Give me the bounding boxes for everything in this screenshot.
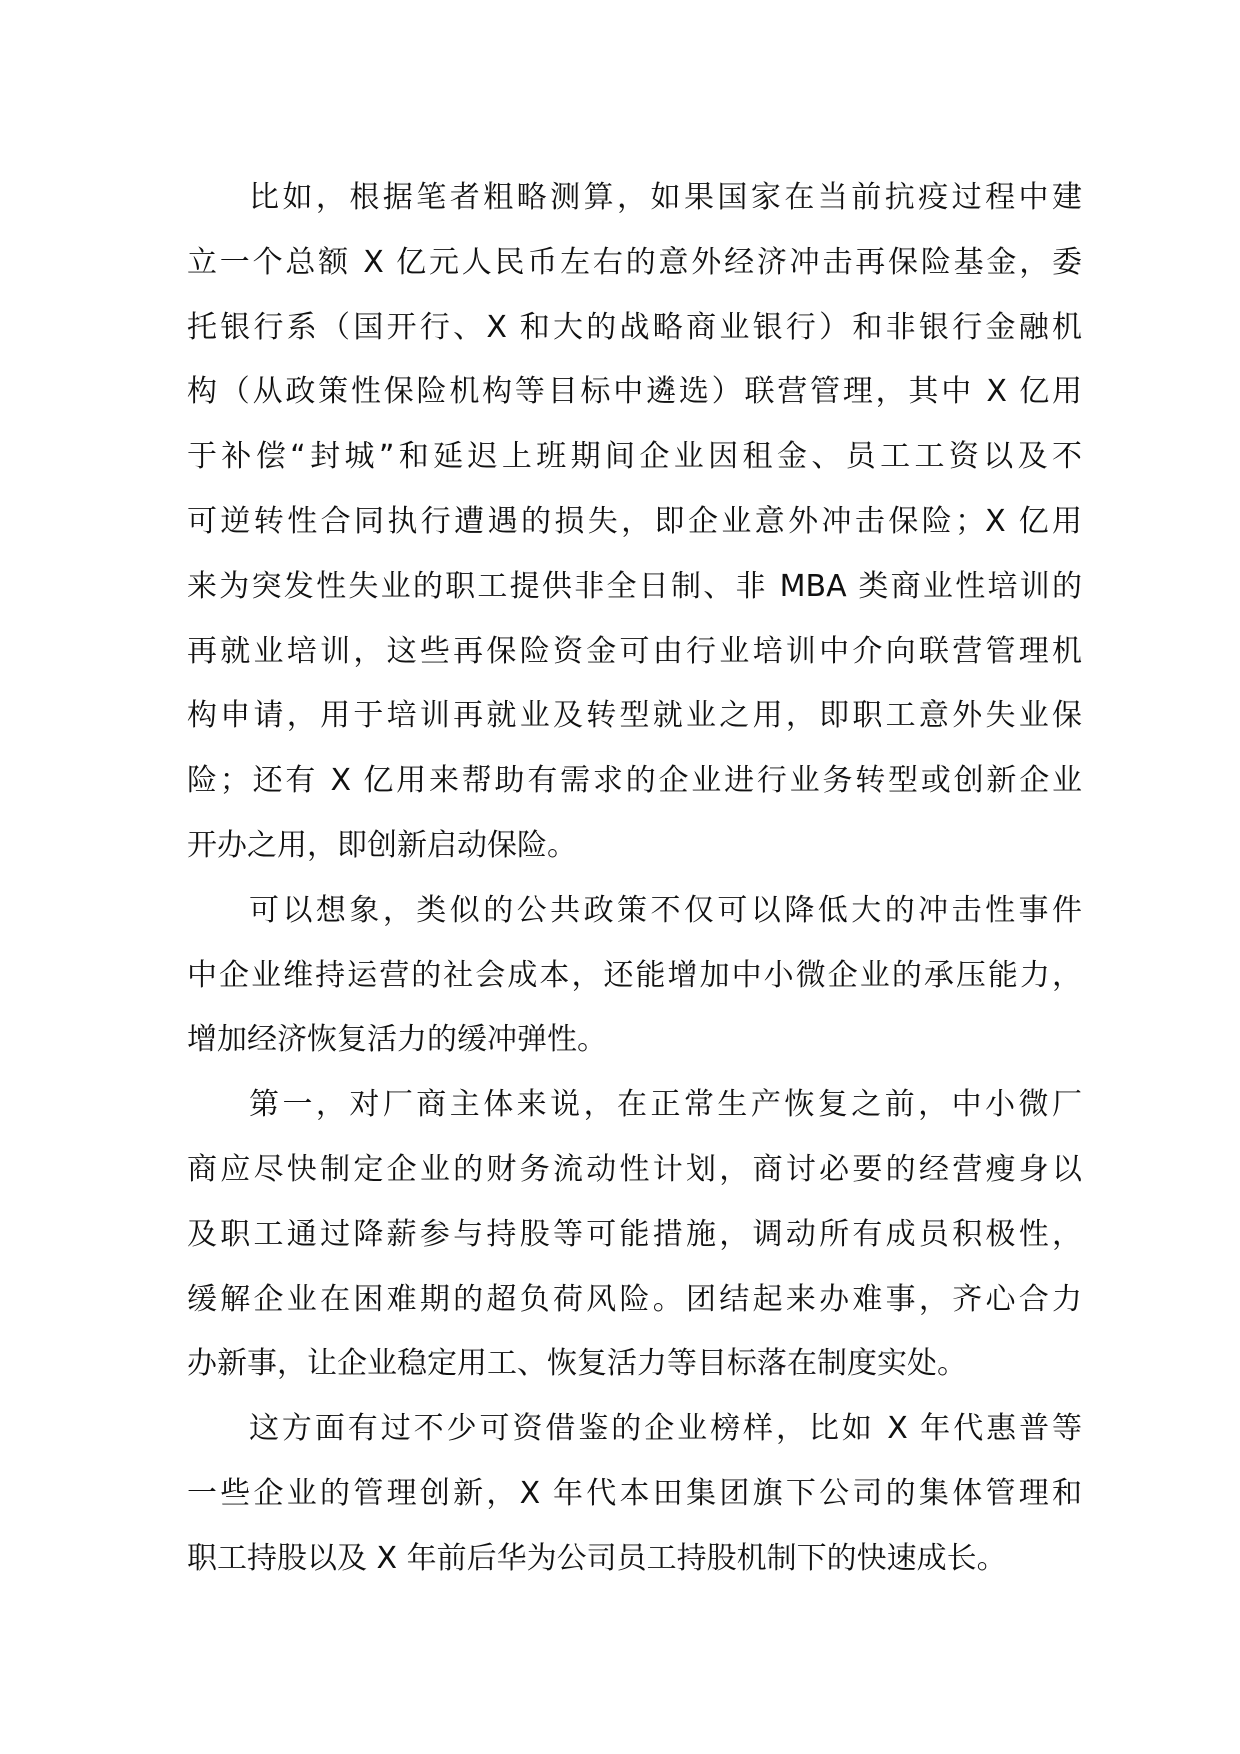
text-line: 再就业培训，这些再保险资金可由行业培训中介向联营管理机 [187, 633, 1082, 669]
paragraph-examples [187, 1397, 1082, 1591]
paragraph-first-point [187, 1073, 1082, 1397]
text-line: 第一，对厂商主体来说，在正常生产恢复之前，中小微厂 [249, 1087, 1082, 1123]
text-line: 开办之用，即创新启动保险。 [187, 827, 577, 863]
text-line: 比如，根据笔者粗略测算，如果国家在当前抗疫过程中建 [249, 180, 1082, 215]
text-line: 缓解企业在困难期的超负荷风险。团结起来办难事，齐心合力 [187, 1281, 1082, 1317]
text-line: 一些企业的管理创新，X 年代本田集团旗下公司的集体管理和 [187, 1475, 1082, 1511]
text-line: 办新事，让企业稳定用工、恢复活力等目标落在制度实处。 [187, 1346, 967, 1382]
text-line: 立一个总额 X 亿元人民币左右的意外经济冲击再保险基金，委 [187, 244, 1082, 280]
paragraph-public-policy [187, 879, 1082, 1073]
text-line: 于补偿“封城”和延迟上班期间企业因租金、员工工资以及不 [187, 439, 1082, 475]
text-line: 中企业维持运营的社会成本，还能增加中小微企业的承压能力， [187, 957, 1082, 993]
text-line: 险；还有 X 亿用来帮助有需求的企业进行业务转型或创新企业 [187, 763, 1082, 799]
text-line: 构（从政策性保险机构等目标中遴选）联营管理，其中 X 亿用 [187, 374, 1082, 410]
text-line: 及职工通过降薪参与持股等可能措施，调动所有成员积极性， [187, 1216, 1082, 1252]
text-line: 这方面有过不少可资借鉴的企业榜样，比如 X 年代惠普等 [249, 1411, 1082, 1447]
text-line: 职工持股以及 X 年前后华为公司员工持股机制下的快速成长。 [187, 1540, 1007, 1576]
text-line: 托银行系（国开行、X 和大的战略商业银行）和非银行金融机 [187, 309, 1082, 345]
text-line: 可以想象，类似的公共政策不仅可以降低大的冲击性事件 [249, 892, 1082, 928]
text-line: 来为突发性失业的职工提供非全日制、非 MBA 类商业性培训的 [187, 568, 1082, 604]
text-line: 可逆转性合同执行遭遇的损失，即企业意外冲击保险；X 亿用 [187, 503, 1082, 539]
text-line: 构申请，用于培训再就业及转型就业之用，即职工意外失业保 [187, 698, 1082, 734]
paragraph-reinsurance-fund [187, 166, 1082, 879]
body-text [187, 166, 1082, 1592]
text-line: 增加经济恢复活力的缓冲弹性。 [187, 1022, 607, 1058]
text-line: 商应尽快制定企业的财务流动性计划，商讨必要的经营瘦身以 [187, 1151, 1082, 1187]
